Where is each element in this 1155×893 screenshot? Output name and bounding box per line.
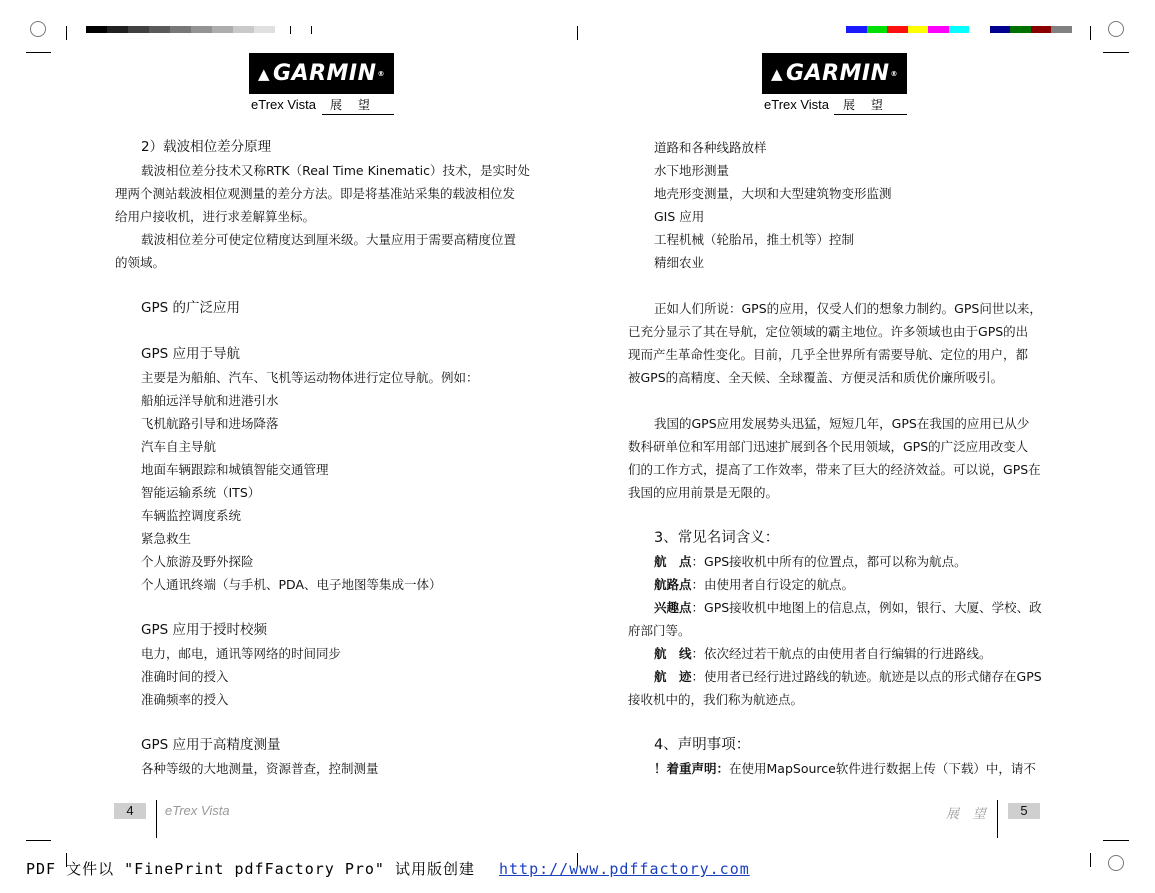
color-swatch (1031, 26, 1052, 33)
text-line (628, 228, 1048, 251)
text-line (628, 297, 1048, 320)
section-heading (115, 136, 535, 159)
color-swatch (1010, 26, 1031, 33)
color-swatch (949, 26, 970, 33)
color-swatch (846, 26, 867, 33)
line-text: 4、声明事项： (654, 737, 751, 753)
text-line (115, 573, 535, 596)
text-line (628, 205, 1048, 228)
term-label: 航 迹 (654, 669, 692, 684)
text-line (115, 504, 535, 527)
spacer (115, 274, 535, 297)
text-line (115, 481, 535, 504)
garmin-triangle-icon: ▲ (257, 64, 271, 83)
footer-title: 展 望 (946, 806, 991, 821)
line-text: 的领域。 (115, 255, 166, 270)
line-text: 工程机械（轮胎吊，推土机等）控制 (654, 232, 855, 247)
term-label: 兴趣点 (654, 600, 692, 615)
line-text: 地面车辆跟踪和城镇智能交通管理 (141, 462, 329, 477)
crop-mark (311, 26, 312, 34)
line-text: GPS 的广泛应用 (141, 300, 240, 316)
color-swatch (191, 26, 212, 33)
term-label: 航 线 (654, 646, 692, 661)
term-label: ！着重声明： (654, 761, 730, 776)
spacer (628, 711, 1048, 734)
section-heading (115, 297, 535, 320)
text-line (628, 136, 1048, 159)
color-swatch (212, 26, 233, 33)
line-text: 府部门等。 (628, 623, 691, 638)
line-text: GPS 应用于授时校频 (141, 622, 267, 638)
line-text: ：GPS接收机中地图上的信息点，例如，银行、大厦、学校、政 (691, 600, 1042, 615)
term-label: 航 点 (654, 554, 692, 569)
crop-mark (577, 26, 578, 40)
line-text: 接收机中的，我们称为航迹点。 (628, 692, 804, 707)
spacer (628, 504, 1048, 527)
line-text: 已充分显示了其在导航，定位领域的霸主地位。许多领域也由于GPS的出 (628, 324, 1029, 339)
line-text: 车辆监控调度系统 (141, 508, 242, 523)
line-text: 地壳形变测量，大坝和大型建筑物变形监测 (654, 186, 892, 201)
text-line (628, 665, 1048, 688)
line-text: 数科研单位和军用部门迅速扩展到各个民用领域，GPS的广泛应用改变人 (628, 439, 1029, 454)
text-line (115, 527, 535, 550)
watermark-link[interactable]: http://www.pdffactory.com (499, 860, 750, 878)
line-text: 被GPS的高精度、全天候、全球覆盖、方便灵活和质优价廉所吸引。 (628, 370, 1004, 385)
text-line (115, 412, 535, 435)
color-calibration-strip (846, 26, 1072, 33)
line-text: 在使用MapSource软件进行数据上传（下载）中，请不 (729, 761, 1036, 776)
line-text: 飞机航路引导和进场降落 (141, 416, 279, 431)
registered-icon: ® (890, 69, 899, 78)
color-swatch (86, 26, 107, 33)
line-text: 各种等级的大地测量，资源普查，控制测量 (141, 761, 379, 776)
line-text: 准确时间的授入 (141, 669, 229, 684)
text-line (115, 665, 535, 688)
text-line (115, 205, 535, 228)
color-swatch (107, 26, 128, 33)
text-line (115, 458, 535, 481)
text-line (115, 228, 535, 251)
text-line (115, 550, 535, 573)
subtitle-model: eTrex Vista (764, 97, 830, 112)
text-line (115, 366, 535, 389)
subtitle-model: eTrex Vista (251, 97, 317, 112)
crop-mark (26, 840, 51, 841)
line-text: 现而产生革命性变化。目前，几乎全世界所有需要导航、定位的用户，都 (628, 347, 1029, 362)
line-text: 载波相位差分可使定位精度达到厘米级。大量应用于需要高精度位置 (141, 232, 517, 247)
line-text: 理两个测站载波相位观测量的差分方法。即是将基准站采集的载波相位发 (115, 186, 516, 201)
line-text: 道路和各种线路放样 (654, 140, 767, 155)
gray-calibration-strip (86, 26, 275, 33)
color-swatch (233, 26, 254, 33)
line-text: ：使用者已经行进过路线的轨迹。航迹是以点的形式储存在GPS (691, 669, 1042, 684)
section-heading (628, 734, 1048, 757)
crop-mark (1103, 840, 1129, 841)
text-line (628, 159, 1048, 182)
color-swatch (128, 26, 149, 33)
color-swatch (908, 26, 929, 33)
text-line (628, 573, 1048, 596)
crop-mark (1090, 853, 1091, 867)
line-text: ：依次经过若干航点的由使用者自行编辑的行进路线。 (691, 646, 992, 661)
spacer (115, 320, 535, 343)
line-text: 电力，邮电，通讯等网络的时间同步 (141, 646, 342, 661)
text-line (628, 435, 1048, 458)
right-page-body (628, 136, 1048, 780)
subtitle-outlook: 展 望 (330, 98, 376, 112)
section-heading (115, 734, 535, 757)
color-swatch (928, 26, 949, 33)
crop-mark (1103, 52, 1129, 53)
pdf-watermark (26, 858, 750, 879)
line-text: GPS 应用于导航 (141, 346, 240, 362)
text-line (628, 412, 1048, 435)
text-line (115, 435, 535, 458)
line-text: 们的工作方式，提高了工作效率，带来了巨大的经济效益。可以说，GPS在 (628, 462, 1041, 477)
line-text: ：由使用者自行设定的航点。 (691, 577, 855, 592)
color-swatch (254, 26, 275, 33)
registration-mark (1108, 855, 1124, 871)
line-text: 给用户接收机，进行求差解算坐标。 (115, 209, 316, 224)
line-text: 准确频率的授入 (141, 692, 229, 707)
text-line (115, 757, 535, 780)
text-line (115, 159, 535, 182)
header-rule (834, 114, 907, 115)
line-text: 个人旅游及野外探险 (141, 554, 254, 569)
text-line (628, 366, 1048, 389)
section-heading (115, 619, 535, 642)
text-line (115, 182, 535, 205)
text-line (628, 182, 1048, 205)
header-rule (322, 114, 394, 115)
garmin-logo (249, 53, 394, 94)
text-line (628, 458, 1048, 481)
text-line (628, 343, 1048, 366)
color-swatch (969, 26, 990, 33)
page-number: 4 (114, 803, 146, 819)
line-text: ：GPS接收机中所有的位置点，都可以称为航点。 (691, 554, 967, 569)
line-text: 船舶远洋导航和进港引水 (141, 393, 279, 408)
line-text: GIS 应用 (654, 209, 705, 224)
garmin-logo (762, 53, 907, 94)
line-text: 主要是为船舶、汽车、飞机等运动物体进行定位导航。例如： (141, 370, 479, 385)
spacer (115, 596, 535, 619)
color-swatch (990, 26, 1011, 33)
left-page-body (115, 136, 535, 780)
spacer (628, 389, 1048, 412)
header-subtitle (251, 96, 376, 113)
color-swatch (149, 26, 170, 33)
text-line (628, 481, 1048, 504)
color-swatch (887, 26, 908, 33)
line-text: 3、常见名词含义： (654, 530, 780, 546)
text-line (115, 389, 535, 412)
color-swatch (1051, 26, 1072, 33)
line-text: 2）载波相位差分原理 (141, 139, 272, 155)
color-swatch (867, 26, 888, 33)
text-line (628, 550, 1048, 573)
term-label: 航路点 (654, 577, 692, 592)
line-text: 我国的应用前景是无限的。 (628, 485, 779, 500)
line-text: 汽车自主导航 (141, 439, 217, 454)
crop-mark (1090, 26, 1091, 40)
line-text: 智能运输系统（ITS） (141, 485, 261, 500)
footer-divider (997, 800, 998, 838)
line-text: 正如人们所说：GPS的应用，仅受人们的想象力制约。GPS问世以来， (654, 301, 1042, 316)
line-text: 个人通讯终端（与手机、PDA、电子地图等集成一体） (141, 577, 442, 592)
registered-icon: ® (377, 69, 386, 78)
crop-mark (26, 52, 51, 53)
text-line (628, 688, 1048, 711)
text-line (115, 642, 535, 665)
logo-text: GARMIN (273, 61, 377, 86)
section-heading (628, 527, 1048, 550)
watermark-text: PDF 文件以 "FinePrint pdfFactory Pro" 试用版创建 (26, 860, 475, 878)
section-heading (115, 343, 535, 366)
line-text: 水下地形测量 (654, 163, 730, 178)
subtitle-outlook: 展 望 (843, 98, 889, 112)
footer-title: eTrex Vista (165, 803, 230, 818)
line-text: 载波相位差分技术又称RTK（Real Time Kinematic）技术，是实时处 (141, 163, 530, 178)
text-line (628, 251, 1048, 274)
text-line (115, 688, 535, 711)
text-line (628, 642, 1048, 665)
line-text: 精细农业 (654, 255, 705, 270)
text-line (115, 251, 535, 274)
header-subtitle (764, 96, 889, 113)
line-text: GPS 应用于高精度测量 (141, 737, 281, 753)
color-swatch (170, 26, 191, 33)
line-text: 我国的GPS应用发展势头迅猛，短短几年，GPS在我国的应用已从少 (654, 416, 1030, 431)
text-line (628, 619, 1048, 642)
text-line (628, 320, 1048, 343)
text-line (628, 596, 1048, 619)
footer-divider (156, 800, 157, 838)
registration-mark (1108, 21, 1124, 37)
spacer (628, 274, 1048, 297)
spacer (115, 711, 535, 734)
line-text: 紧急救生 (141, 531, 192, 546)
logo-text: GARMIN (786, 61, 890, 86)
registration-mark (30, 21, 46, 37)
page-number: 5 (1008, 803, 1040, 819)
garmin-triangle-icon: ▲ (770, 64, 784, 83)
crop-mark (290, 26, 291, 34)
crop-mark (66, 26, 67, 40)
text-line (628, 757, 1048, 780)
